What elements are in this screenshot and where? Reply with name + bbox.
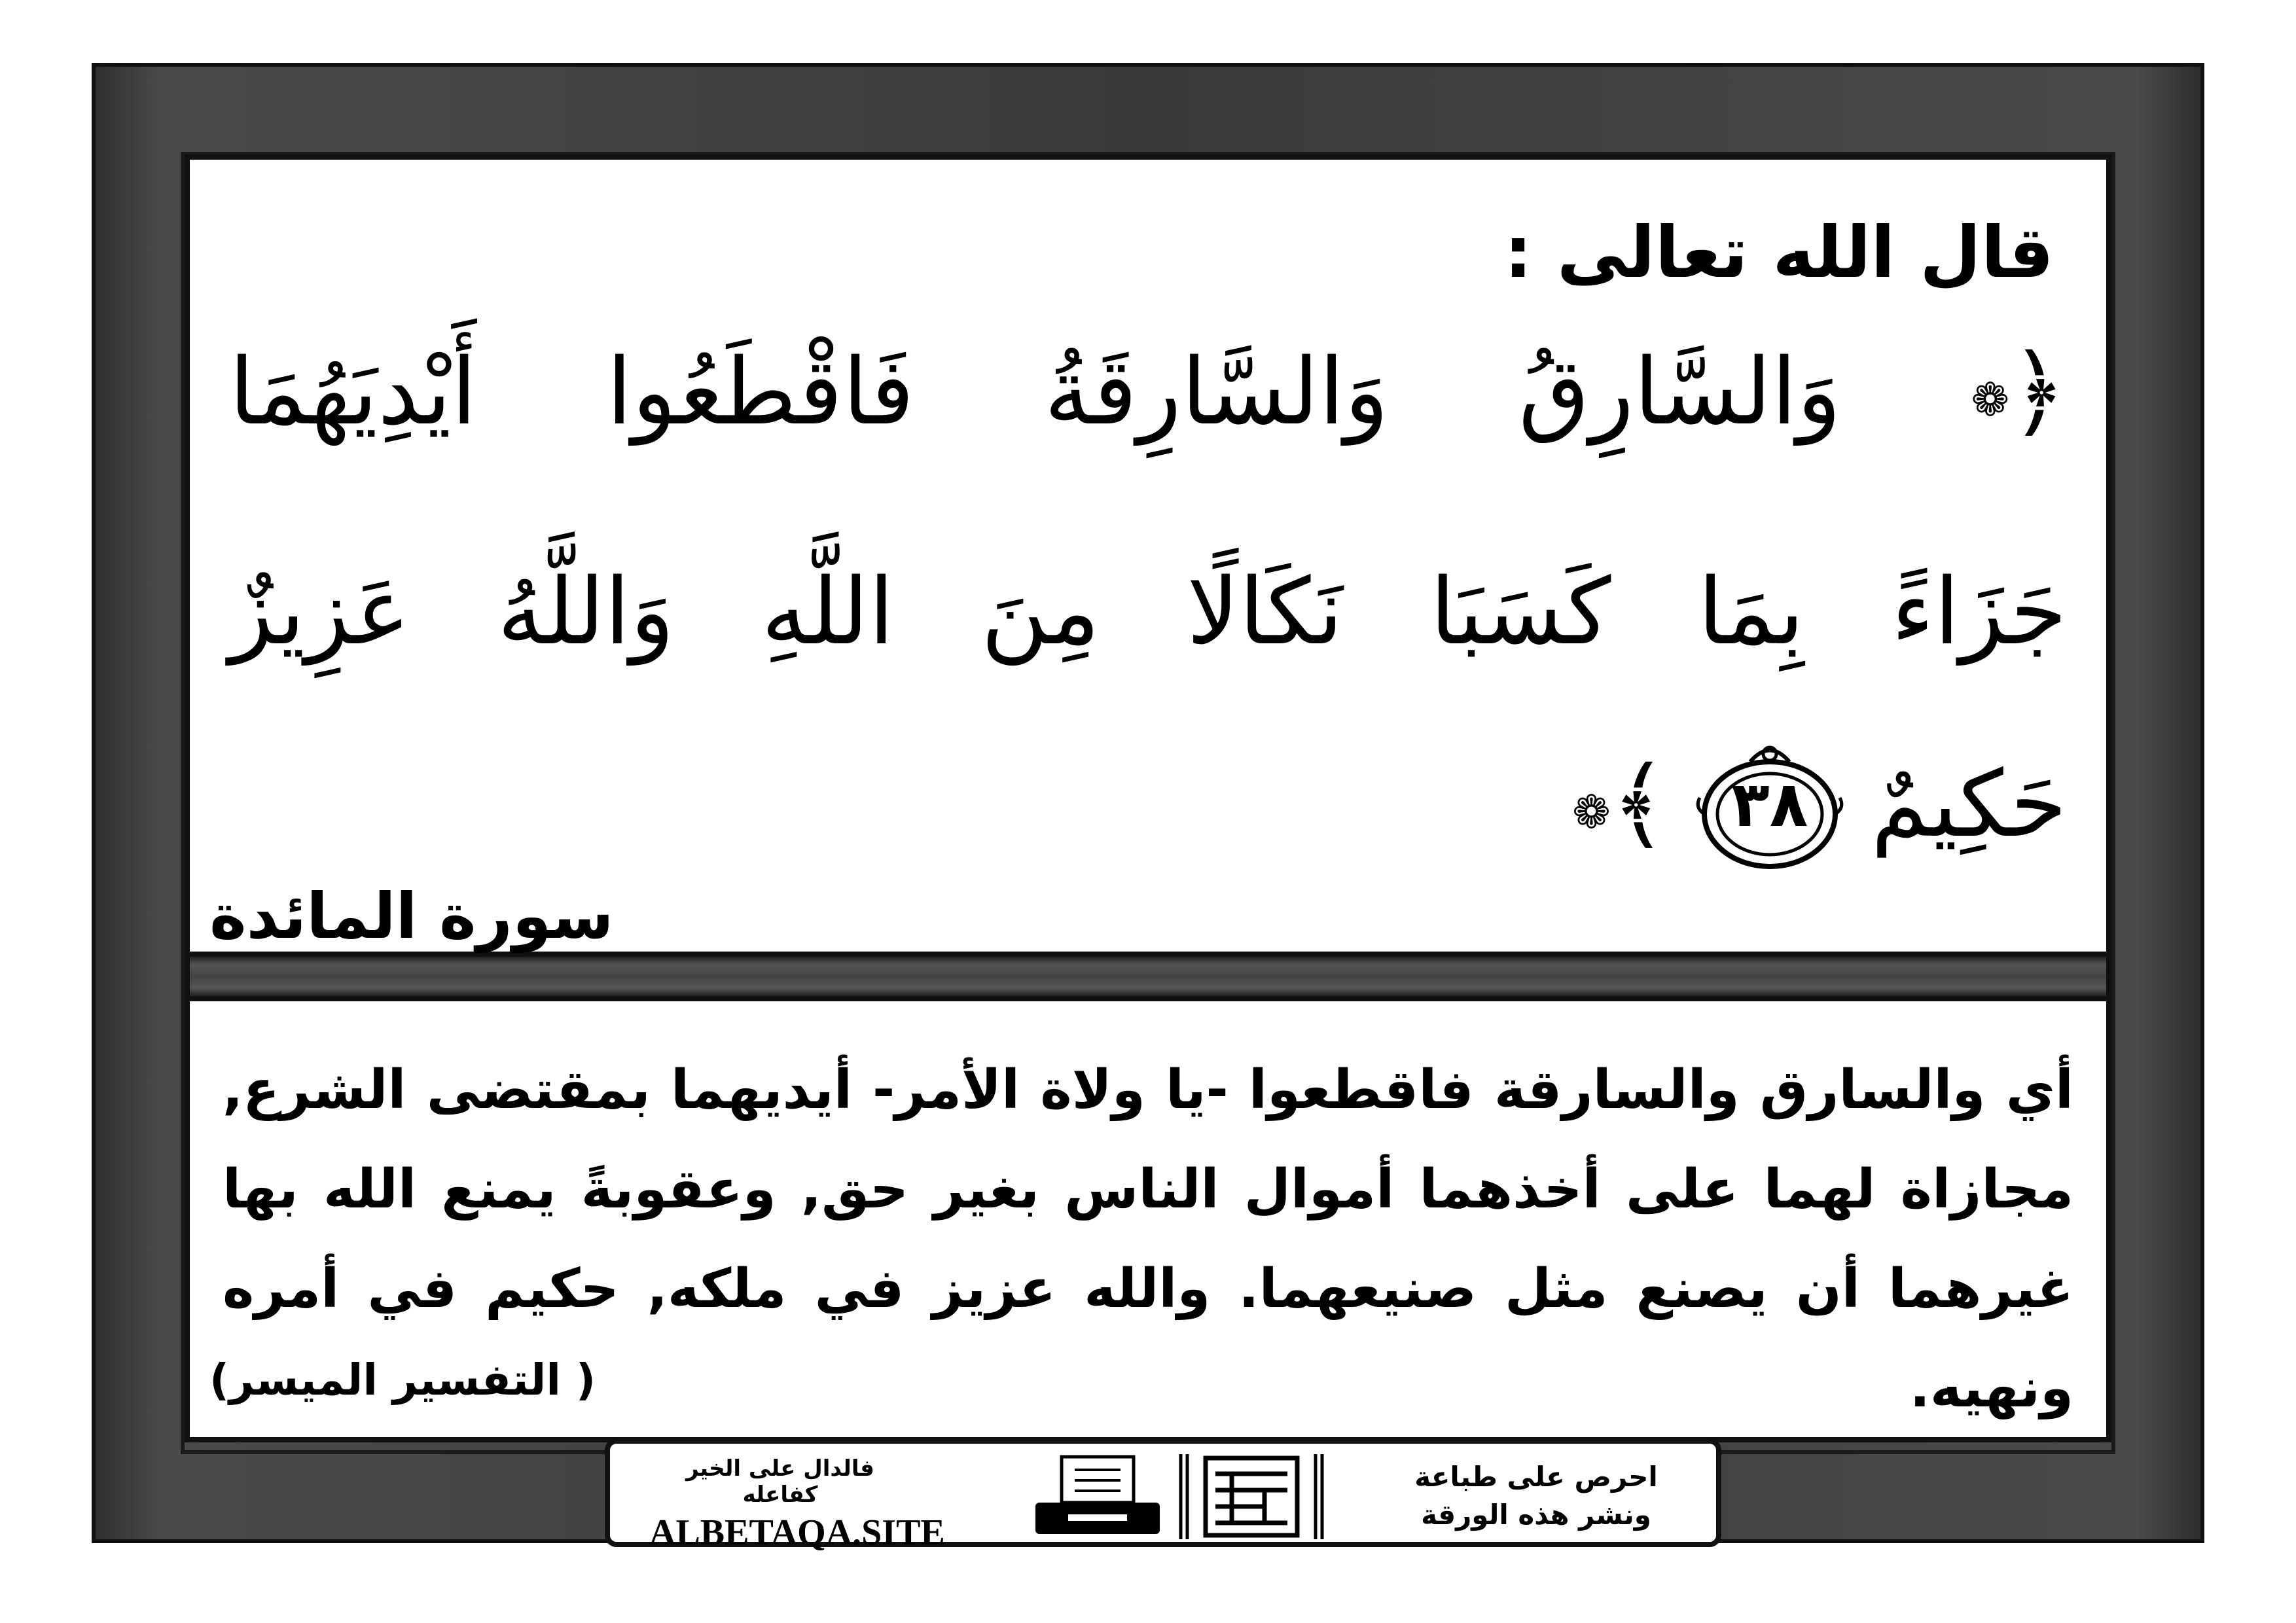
footer-slogan: فالدال على الخير كفاعله xyxy=(686,1455,874,1508)
logo-icon xyxy=(1206,1458,1297,1535)
ornament-icon: ❁ xyxy=(1572,785,1611,840)
footer-print-note xyxy=(1395,1458,1677,1534)
verse-word: وَالسَّارِقَةُ xyxy=(1044,338,1389,446)
site-link[interactable]: ALBETAQA.SITE xyxy=(649,1512,945,1553)
ayah-number-marker: ٣٨ xyxy=(1695,736,1845,873)
verse-line-3 xyxy=(1572,736,2067,873)
surah-name: سورة المائدة xyxy=(209,880,614,953)
footer-note-line-1: احرص على طباعة xyxy=(1414,1461,1658,1493)
verse-word: بِمَا xyxy=(1698,559,1804,666)
verse-word: نَكَالًا xyxy=(1187,559,1344,666)
verse-word: فَاقْطَعُوا xyxy=(606,338,914,446)
printer-icon xyxy=(1035,1457,1160,1534)
ornament-icon: ❁ xyxy=(1971,373,2010,427)
footer-icons xyxy=(1029,1454,1330,1539)
verse-word: عَزِيزٌ xyxy=(229,559,410,666)
open-bracket: ﴿❁ xyxy=(1971,335,2067,449)
verse-word: حَكِيمٌ xyxy=(1871,751,2067,858)
verse-panel xyxy=(185,154,2111,957)
heading: قال الله تعالى : xyxy=(1503,212,2054,294)
verse-word: أَيْدِيَهُمَا xyxy=(229,338,477,446)
verse-line-1 xyxy=(229,335,2067,449)
verse-line-2 xyxy=(229,559,2067,666)
tafsir-panel xyxy=(185,996,2111,1442)
verse-word: اللَّهِ xyxy=(761,559,895,666)
verse-word: كَسَبَا xyxy=(1429,559,1611,666)
footer-note-line-2: ونشر هذه الورقة xyxy=(1421,1499,1651,1531)
footer-site-block xyxy=(649,1455,945,1554)
close-bracket: ﴾❁ xyxy=(1572,747,1668,861)
panel-divider xyxy=(185,957,2111,996)
footer-bar xyxy=(605,1438,1721,1553)
verse-word: مِنَ xyxy=(980,559,1100,666)
verse-word: جَزَاءً xyxy=(1891,559,2067,666)
tafsir-text: أي والسارق والسارقة فاقطعوا -يا ولاة الأمر- أيديهما بمقتضى الشرع, مجازاة لهما على أخذهما أموال الناس بغير حق, وعقوبةً يمنع الله بها غيرهما أن يصنع مثل صنيعهما. والله عزيز في ملكه, حكيم في أمره ونهيه. xyxy=(223,1059,2073,1419)
verse-word: وَالسَّارِقُ xyxy=(1518,338,1842,446)
verse-word: وَاللَّهُ xyxy=(497,559,675,666)
tafsir-source: ( التفسير الميسر) xyxy=(209,1355,596,1405)
